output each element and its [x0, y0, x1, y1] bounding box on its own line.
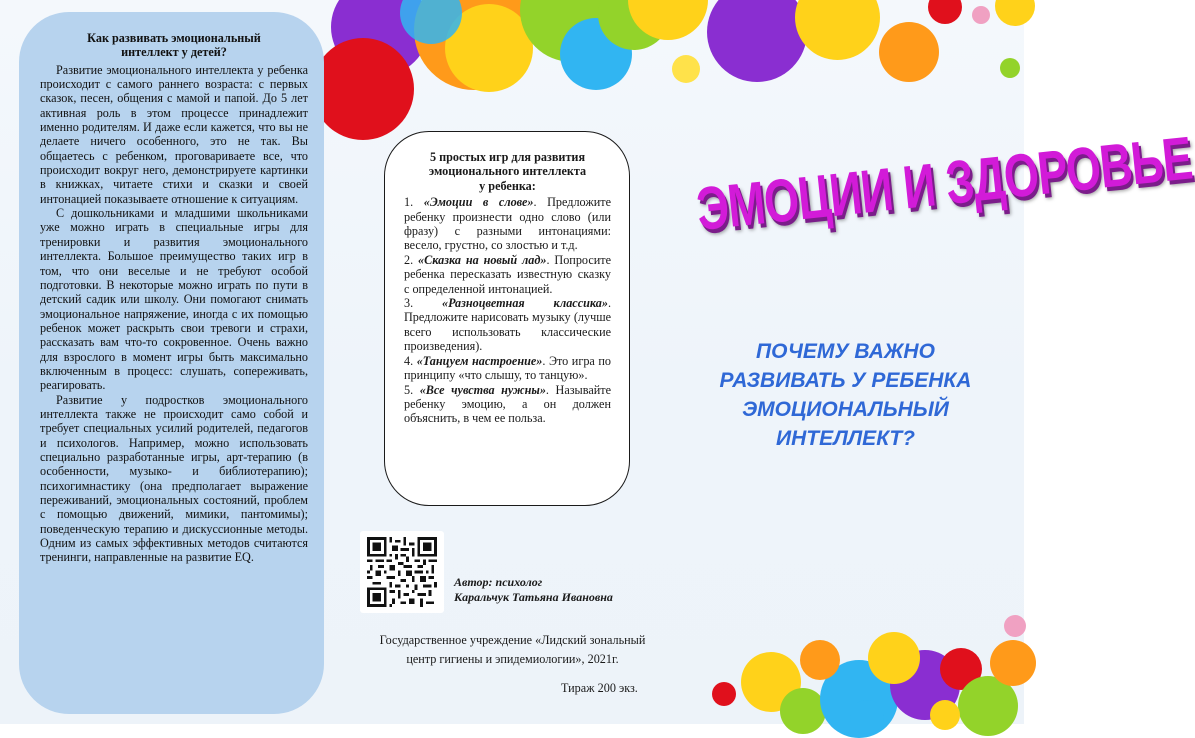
games-card-title-line3: у ребенка: — [479, 178, 536, 193]
institution-line1: Государственное учреждение «Лидский зональный — [379, 633, 646, 647]
game-description: . Попросите ребенка пересказать известную сказку с определенной интонацией. — [404, 252, 611, 296]
main-title: ЭМОЦИИ И ЗДОРОВЬЕ — [693, 123, 1195, 244]
left-panel-title-line2: интеллект у детей? — [121, 45, 227, 60]
subtitle — [693, 337, 998, 453]
game-name: «Эмоции в слове» — [423, 195, 534, 210]
circle-b-yellow3 — [930, 700, 960, 730]
left-panel-paragraph-1: Развитие эмоционального интеллекта у ребенка происходит с самого раннего возраста: с первых сказок, песен, общения с мамой и папой. До 5 лет активная роль в этом процессе принадлежит именно родителям. И даже если кажется, что вы не делаете ничего особенного, это не так. Вы общаетесь с ребенком, проговариваете все, что происходит вокруг него, демонстрируете картинки в книжках, читаете стихи и сказки и своей интонацией показываете отношение к ситуациям. — [40, 62, 308, 206]
circle-b-yellow2 — [868, 632, 920, 684]
game-number: 1. — [404, 195, 414, 210]
games-card-title — [404, 150, 611, 193]
subtitle-line1: ПОЧЕМУ ВАЖНО — [756, 340, 935, 363]
game-number: 5. — [404, 382, 414, 397]
circle-green-dot — [1000, 58, 1020, 78]
qr-code-icon — [367, 537, 437, 607]
left-panel-paragraph-2: С дошкольниками и младшими школьниками уже можно играть в специальные игры для тренировки и развития эмоционального интеллекта. Большое преимущество таких игр в том, что они веселые и не требуют особой подготовки. В некоторые можно играть по пути в детский садик или школу. Они помогают снимать эмоциональное напряжение, иногда с их помощью ребенок может раскрыть свои тревоги и страхи, рассказать вам что-то сокровенное. Очень важно для взрослого в момент игры быть максимально включенным в процесс: слушать, сопереживать, реагировать. — [40, 206, 308, 393]
subtitle-line2: РАЗВИВАТЬ У РЕБЕНКА — [719, 369, 972, 392]
circulation-note: Тираж 200 экз. — [561, 681, 638, 695]
left-panel-paragraph-3: Развитие у подростков эмоционального интеллекта также не происходит само собой и требует специальных усилий родителей, педагогов и психологов. Например, можно использовать специально разработанные игры, арт-терапию (в особенности, музыко- и библиотерапию); психогимнастику (она предполагает выражение переживаний, эмоциональных состояний, проблем с помощью движений, мимики, пантомимы); поведенческую терапию и дискуссионные методы. Одним из самых эффективных методов считаются тренинги, направленные на развитие EQ. — [40, 392, 308, 565]
left-panel-title-line1: Как развивать эмоциональный — [87, 31, 261, 45]
subtitle-line3: ЭМОЦИОНАЛЬНЫЙ — [742, 398, 949, 421]
game-description: . Предложите ребенку произнести одно слово (или фразу) с разными интонациями: весело, грустно, со злостью и т.д. — [404, 195, 611, 253]
game-description: . Это игра по принципу «что слышу, то танцую». — [404, 353, 611, 383]
circle-yellow-dot — [672, 55, 700, 83]
game-description: . Предложите нарисовать музыку (лучше всего использовать классические произведения). — [404, 296, 611, 354]
author-credit — [454, 575, 674, 605]
game-description: . Называйте ребенку эмоцию, а он должен объяснить, в чем ее польза. — [404, 382, 611, 426]
game-number: 2. — [404, 252, 414, 267]
circle-b-red — [712, 682, 736, 706]
games-card-title-line1: 5 простых игр для развития — [429, 150, 586, 164]
game-item-1 — [404, 195, 611, 253]
circle-b-orange — [800, 640, 840, 680]
left-panel-title — [40, 31, 308, 60]
circle-orange-far — [879, 22, 939, 82]
circle-pink-dot — [972, 6, 990, 24]
institution-line2: центр гигиены и эпидемиологии», 2021г. — [406, 652, 619, 666]
circle-b-pink — [1004, 615, 1026, 637]
games-card — [384, 131, 630, 506]
institution-info — [355, 631, 670, 669]
qr-code[interactable] — [360, 531, 444, 613]
circle-b-orange2 — [990, 640, 1036, 686]
left-info-panel — [19, 12, 324, 714]
author-line2: Каральчук Татьяна Ивановна — [454, 590, 613, 604]
circle-red-large — [312, 38, 414, 140]
circle-b-green — [780, 688, 826, 734]
game-name: «Все чувства нужны» — [419, 382, 546, 397]
subtitle-line4: ИНТЕЛЛЕКТ? — [775, 427, 916, 450]
game-number: 4. — [404, 353, 414, 368]
game-name: «Танцуем настроение» — [416, 353, 543, 368]
circle-b-sky2 — [850, 700, 884, 734]
game-name: «Сказка на новый лад» — [418, 252, 547, 267]
game-item-2 — [404, 253, 611, 296]
game-item-5 — [404, 383, 611, 426]
game-number: 3. — [404, 296, 414, 311]
games-card-title-line2: эмоционального интеллекта — [428, 164, 587, 179]
game-item-3 — [404, 296, 611, 354]
author-line1: Автор: психолог — [454, 575, 543, 589]
game-name: «Разноцветная классика» — [441, 296, 608, 311]
game-item-4 — [404, 354, 611, 383]
